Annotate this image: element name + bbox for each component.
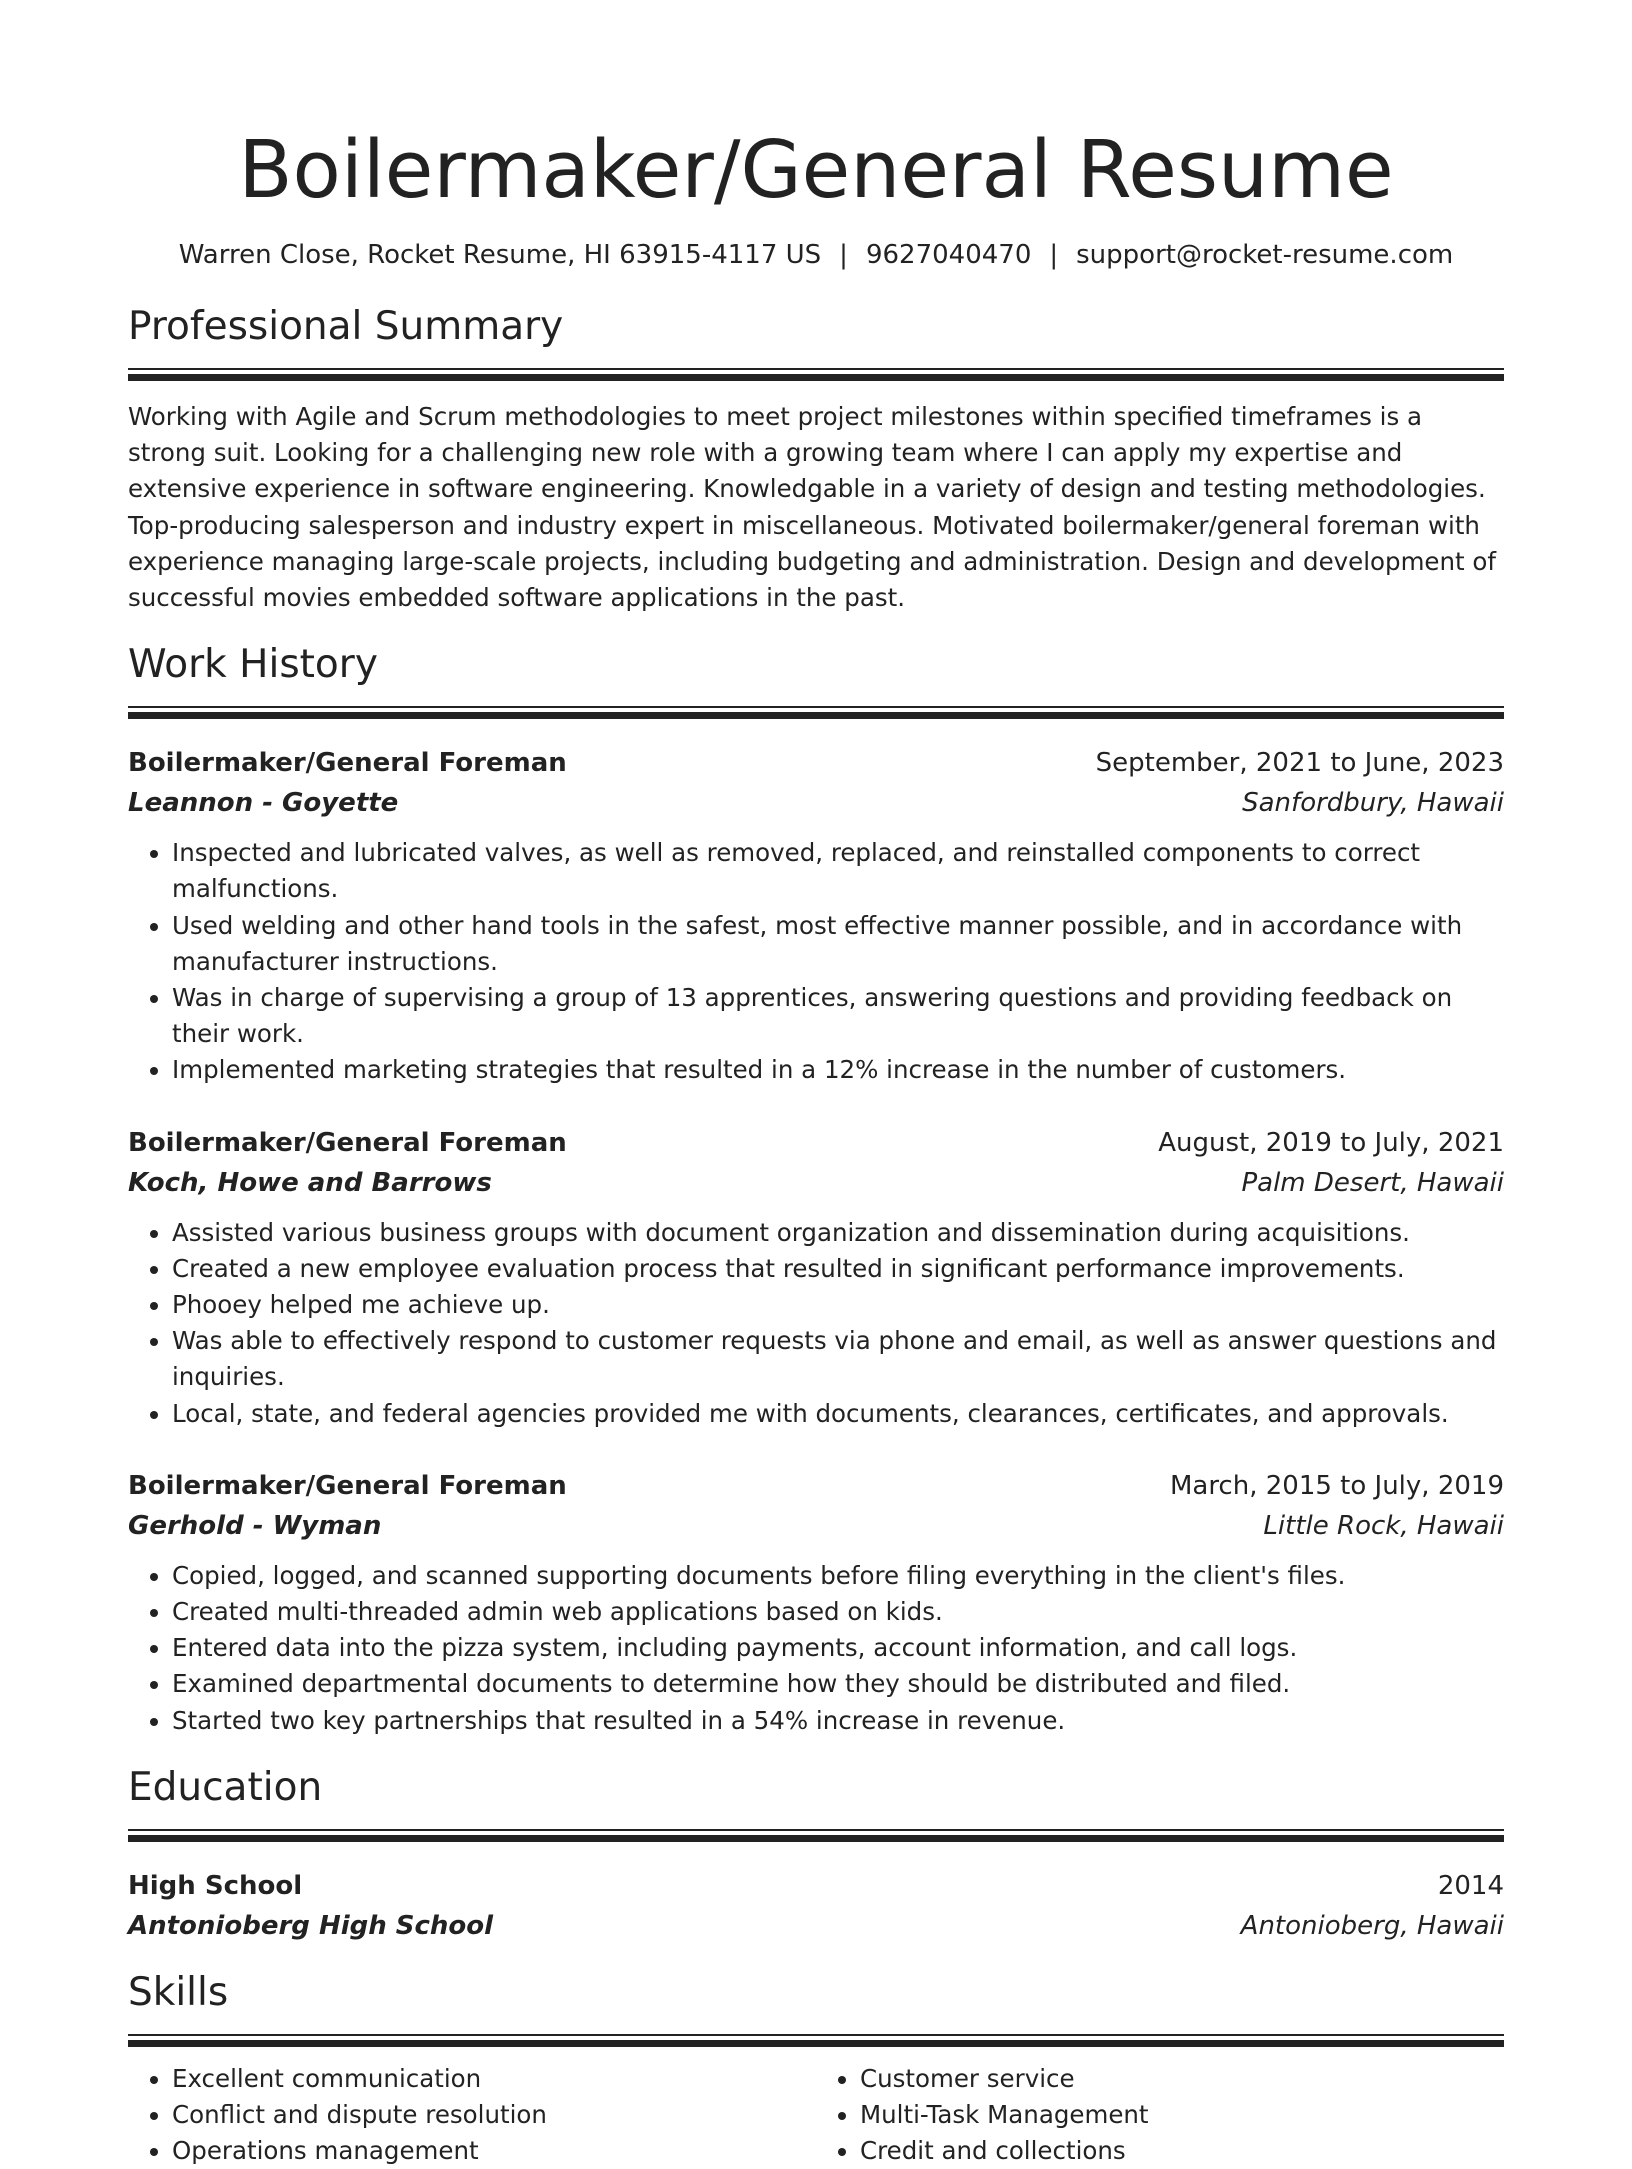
education-degree: High School — [128, 1870, 303, 1901]
job-bullet: • Examined departmental documents to determine how they should be distributed and filed. — [172, 1666, 1504, 1702]
job-bullets — [128, 1558, 1504, 1739]
skill-item: • Conflict and dispute resolution — [172, 2097, 816, 2133]
resume-name: Boilermaker/General Resume — [238, 124, 1394, 216]
job-bullet: • Used welding and other hand tools in the safest, most effective manner possible, and in accordance with manufacturer instructions. — [172, 908, 1504, 980]
job-dates: September, 2021 to June, 2023 — [1095, 748, 1504, 779]
education-year: 2014 — [1437, 1870, 1504, 1901]
summary-heading: Professional Summary — [128, 304, 564, 349]
job-location: Sanfordbury, Hawaii — [1242, 788, 1504, 819]
job-dates: August, 2019 to July, 2021 — [1158, 1127, 1504, 1158]
job-bullet: • Local, state, and federal agencies provided me with documents, clearances, certificates, and approvals. — [172, 1396, 1504, 1432]
job-title: Boilermaker/General Foreman — [128, 1470, 567, 1501]
skill-item: • Credit and collections — [860, 2133, 1504, 2169]
job-location: Little Rock, Hawaii — [1263, 1510, 1504, 1541]
education-school-row — [128, 1906, 1504, 1946]
job-bullets — [128, 835, 1504, 1088]
job-entry — [128, 1123, 1504, 1432]
job-bullet: • Created a new employee evaluation process that resulted in significant performance improvements. — [172, 1251, 1504, 1287]
job-bullet: • Inspected and lubricated valves, as well as removed, replaced, and reinstalled components to correct malfunctions. — [172, 835, 1504, 907]
job-header-row — [128, 1466, 1504, 1506]
job-entry — [128, 743, 1504, 1088]
job-company-row — [128, 1163, 1504, 1203]
work-history-section — [128, 640, 1504, 1739]
job-entry — [128, 1466, 1504, 1739]
skill-item: • Excellent communication — [172, 2061, 816, 2097]
contact-address: Warren Close, Rocket Resume, HI 63915-4117 US — [178, 240, 822, 270]
job-bullet: • Copied, logged, and scanned supporting documents before filing everything in the client's files. — [172, 1558, 1504, 1594]
skill-item: • Multi-Task Management — [860, 2097, 1504, 2133]
contact-email[interactable]: support@rocket-resume.com — [1076, 240, 1454, 270]
section-divider — [128, 1829, 1504, 1842]
skills-columns — [128, 2061, 1504, 2169]
job-header-row — [128, 743, 1504, 783]
summary-text: Working with Agile and Scrum methodologies to meet project milestones within specified timeframes is a strong suit. Looking for a challenging new role with a growing team where I can apply my expertise and extensive experience in software engineering. Knowledgable in a variety of design and testing methodologies. Top-producing salesperson and industry expert in miscellaneous. Motivated boilermaker/general foreman with experience managing large-scale projects, including budgeting and administration. Design and development of successful movies embedded software applications in the past. — [128, 402, 1497, 613]
section-divider — [128, 368, 1504, 381]
education-section — [128, 1763, 1504, 1946]
job-bullet: • Implemented marketing strategies that resulted in a 12% increase in the number of customers. — [172, 1052, 1504, 1088]
job-company: Koch, Howe and Barrows — [128, 1167, 492, 1198]
skill-item: • Operations management — [172, 2133, 816, 2169]
summary-section — [128, 302, 1504, 616]
education-school: Antonioberg High School — [128, 1910, 494, 1941]
job-bullet: • Was able to effectively respond to customer requests via phone and email, as well as answer questions and inquiries. — [172, 1323, 1504, 1395]
work-history-heading: Work History — [128, 642, 378, 688]
education-header-row — [128, 1866, 1504, 1906]
job-bullet: • Was in charge of supervising a group of 13 apprentices, answering questions and providing feedback on their work. — [172, 980, 1504, 1052]
education-heading: Education — [128, 1764, 323, 1810]
job-bullet: • Assisted various business groups with document organization and dissemination during acquisitions. — [172, 1215, 1504, 1251]
job-company-row — [128, 783, 1504, 823]
skills-heading: Skills — [128, 1969, 229, 2015]
job-dates: March, 2015 to July, 2019 — [1169, 1470, 1504, 1501]
job-company-row — [128, 1506, 1504, 1546]
job-header-row — [128, 1123, 1504, 1163]
job-bullet: • Entered data into the pizza system, including payments, account information, and call logs. — [172, 1630, 1504, 1666]
education-entry — [128, 1866, 1504, 1946]
contact-line — [128, 238, 1504, 272]
job-company: Leannon - Goyette — [128, 788, 399, 819]
skills-section — [128, 1968, 1504, 2169]
job-location: Palm Desert, Hawaii — [1241, 1167, 1504, 1198]
job-bullet: • Started two key partnerships that resulted in a 54% increase in revenue. — [172, 1703, 1504, 1739]
job-bullet: • Created multi-threaded admin web applications based on kids. — [172, 1594, 1504, 1630]
education-location: Antonioberg, Hawaii — [1240, 1910, 1504, 1941]
job-bullets — [128, 1215, 1504, 1432]
contact-phone: 9627040470 — [865, 240, 1032, 270]
skill-item: • Customer service — [860, 2061, 1504, 2097]
job-company: Gerhold - Wyman — [128, 1510, 382, 1541]
skills-right-column — [816, 2061, 1504, 2169]
section-divider — [128, 2034, 1504, 2047]
section-divider — [128, 706, 1504, 719]
job-title: Boilermaker/General Foreman — [128, 1127, 567, 1158]
contact-separator: | — [1049, 240, 1059, 270]
job-title: Boilermaker/General Foreman — [128, 748, 567, 779]
skills-left-column — [128, 2061, 816, 2169]
contact-separator: | — [839, 240, 848, 270]
job-bullet: • Phooey helped me achieve up. — [172, 1287, 1504, 1323]
